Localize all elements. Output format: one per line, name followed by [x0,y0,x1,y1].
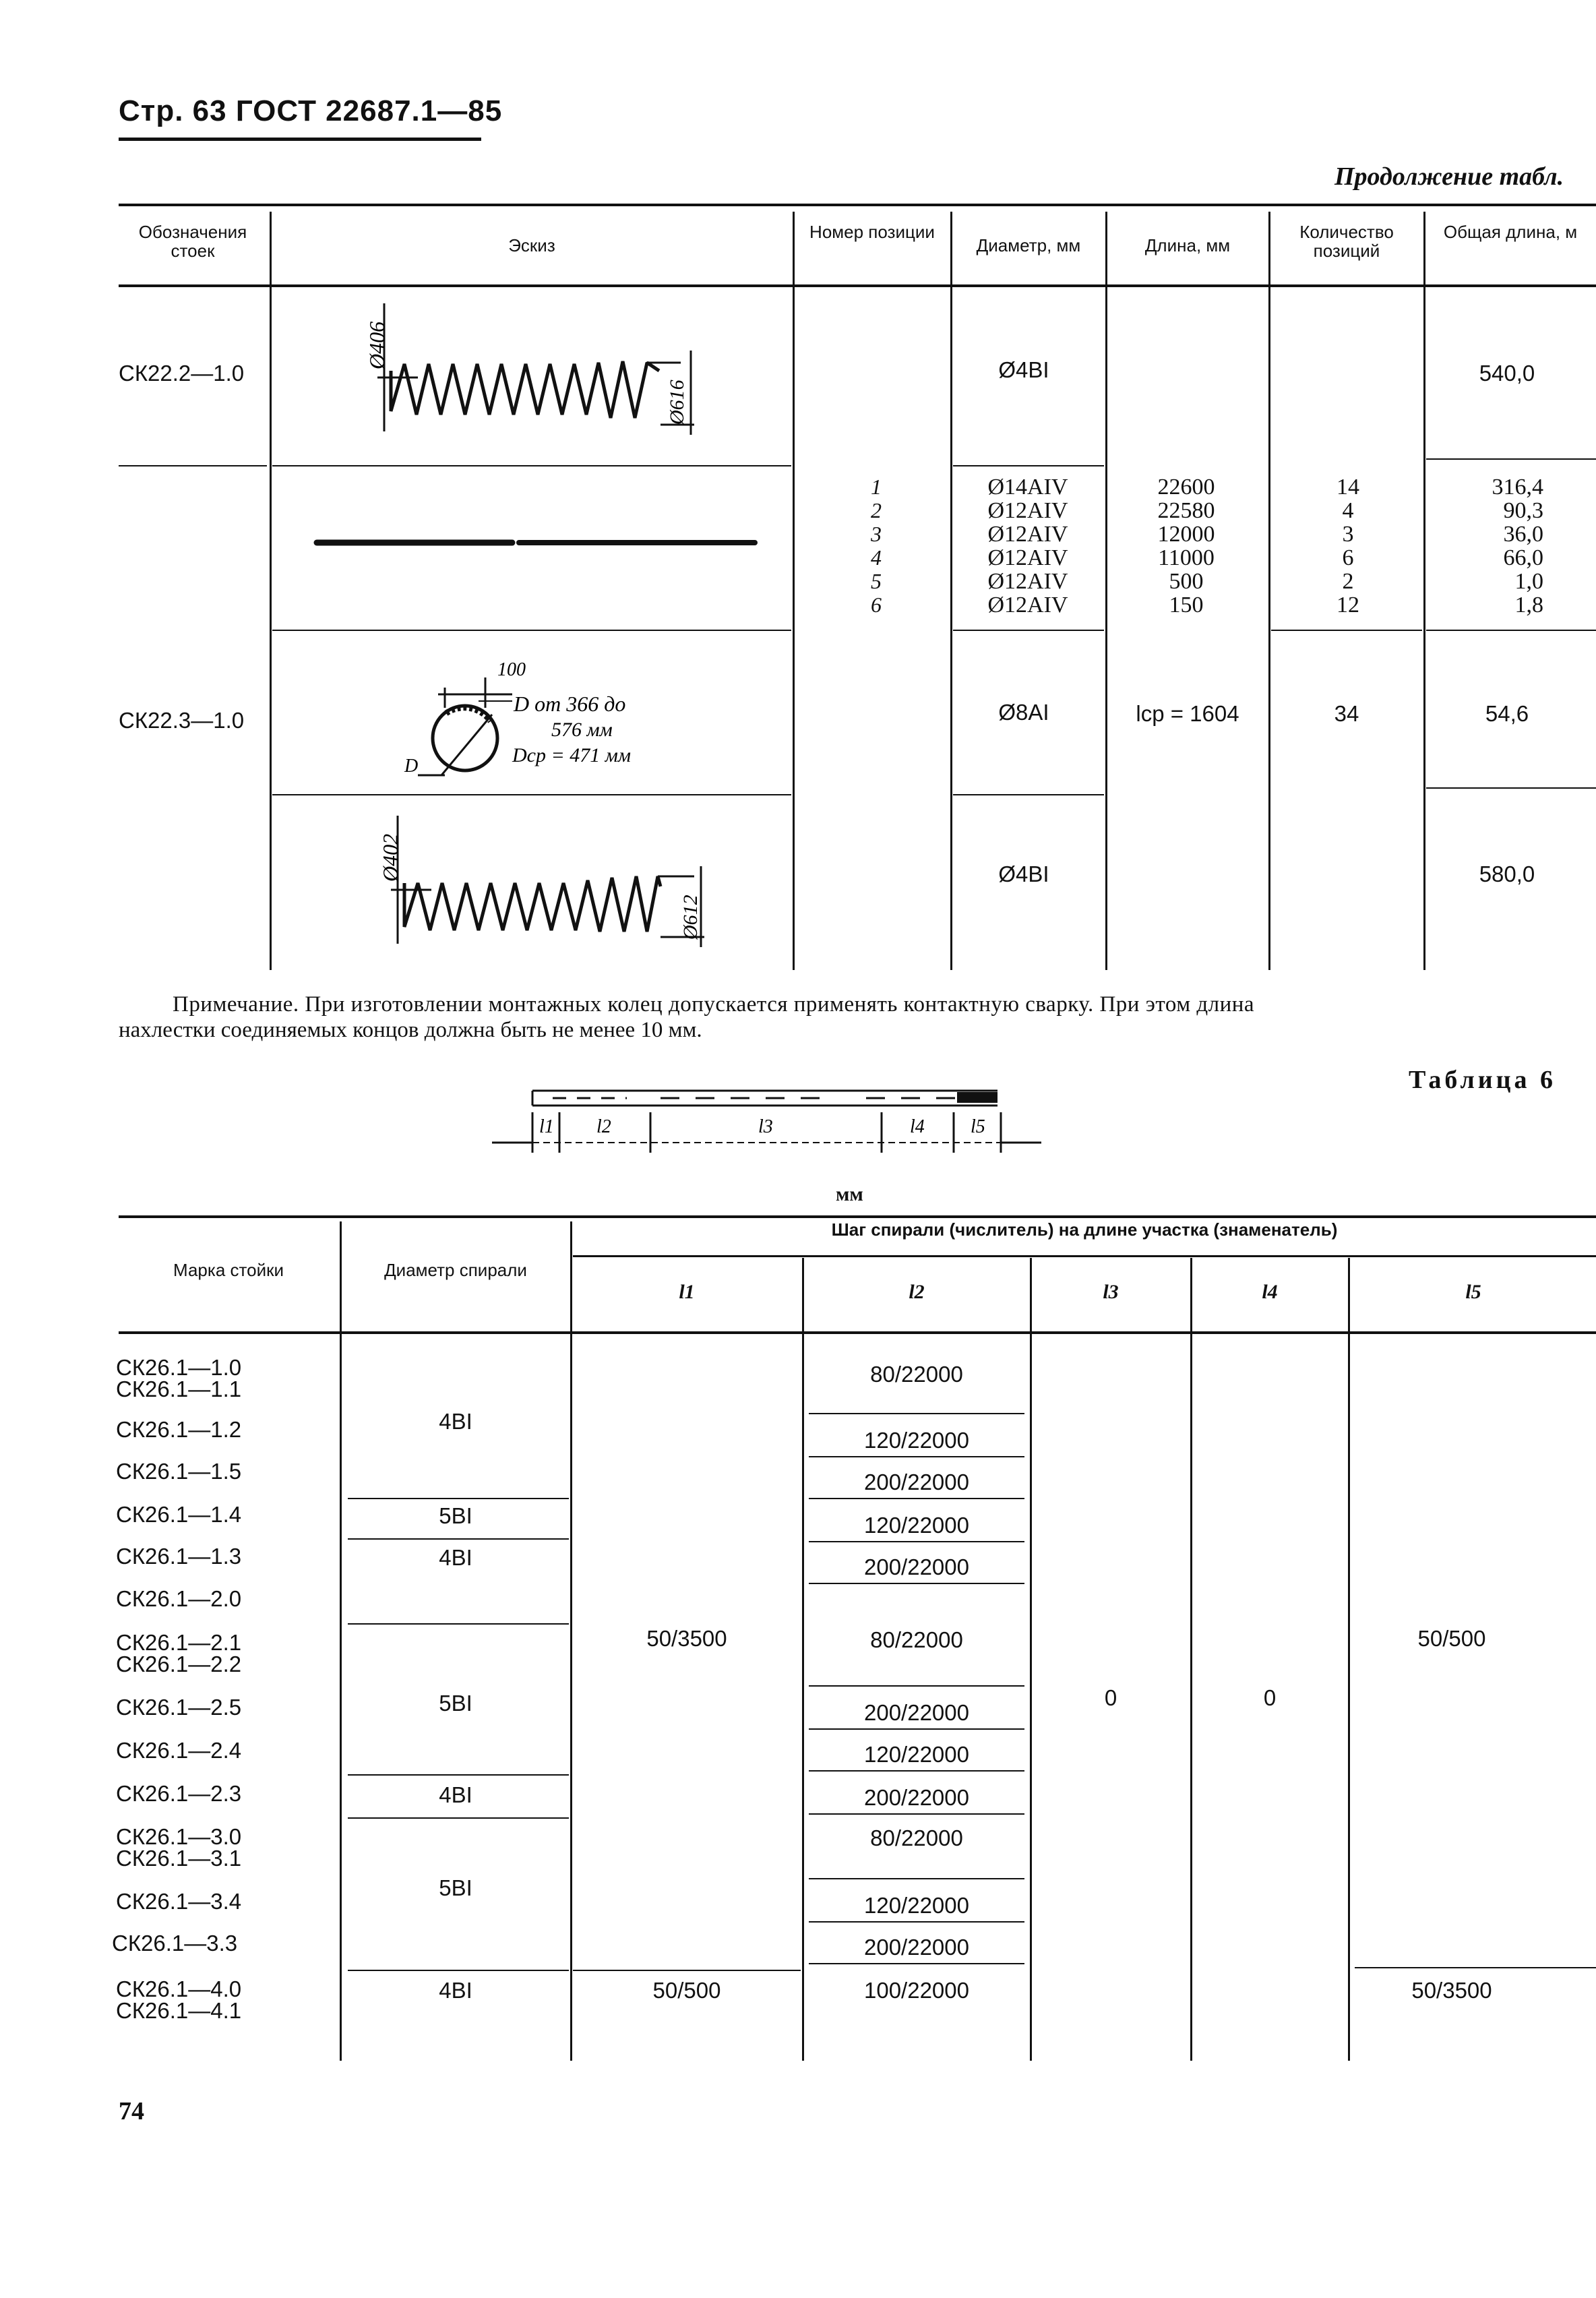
spiral-diameter-cell: 5BI [439,1691,472,1716]
l2-cell: 120/22000 [864,1893,969,1918]
cell-rule [348,1498,569,1499]
spring-sketch-2 [364,809,728,957]
table2-vline [802,1258,804,2061]
table2-top-rule [119,1215,1596,1218]
cell-rule [809,1685,1024,1687]
table-row-mark: СК26.1—3.1 [116,1846,242,1871]
table-row-mark: СК26.1—1.4 [116,1502,242,1527]
table-row-mark: СК26.1—1.3 [116,1544,242,1569]
col-header-diameter: Диаметр, мм [976,235,1081,255]
spiral-diameter-cell: 4BI [439,1545,472,1570]
row-separator [953,465,1104,466]
cell-rule [348,1817,569,1819]
col-header-total: Общая длина, м [1443,222,1578,242]
table1-top-rule [119,204,1596,206]
segment-label: l1 [539,1116,554,1137]
row-separator [272,794,791,795]
spiral-diameter-cell: 5BI [439,1875,472,1900]
mark-label: СК22.3—1.0 [119,708,245,733]
table2-vline [1030,1258,1032,2061]
spiral-diameter-cell: 4BI [439,1409,472,1434]
list-item: 150 [1169,593,1204,617]
col-header-step: Шаг спирали (числитель) на длине участка (знаменатель) [831,1219,1338,1240]
note-line-2: нахлестки соединяемых концов должна быть не менее 10 мм. [119,1018,702,1042]
table2-vline [1190,1258,1192,2061]
list-item: 1,0 [1514,569,1543,594]
segment-label: l2 [596,1116,611,1137]
l5-cell: 50/500 [1417,1626,1486,1651]
l2-cell: 100/22000 [864,1978,969,2003]
list-item: 11000 [1158,545,1215,570]
cell-rule [809,1921,1024,1923]
row-separator [272,630,791,631]
table-row-mark: СК26.1—3.3 [112,1931,238,1956]
diameter-cell: Ø4BI [998,861,1049,886]
table1-vline [1105,212,1107,970]
list-item: 2 [871,498,882,522]
cell-rule [809,1963,1024,1964]
list-item: 12 [1337,593,1359,617]
cell-rule [573,1970,801,1971]
cell-rule [809,1770,1024,1772]
list-item: 22580 [1157,498,1215,523]
cell-rule [348,1774,569,1776]
table-row-mark: СК26.1—3.0 [116,1824,242,1849]
sketch-dim-label: Ø406 [365,321,389,369]
count-cell: 34 [1334,701,1359,726]
col-header-sketch: Эскиз [508,235,555,255]
l2-cell: 120/22000 [864,1513,969,1538]
table-row-mark: СК26.1—2.0 [116,1586,242,1611]
l2-cell: 200/22000 [864,1785,969,1810]
list-item: Ø12AIV [987,569,1068,594]
list-item: 3 [1342,522,1354,547]
total-list [1449,475,1543,617]
row-separator [272,465,791,466]
l2-cell: 200/22000 [864,1700,969,1725]
list-item: 90,3 [1503,498,1543,523]
length-cell: lср = 1604 [1136,701,1239,726]
list-item: 22600 [1157,475,1215,500]
table1-vline [270,212,272,970]
table-row-mark: СК26.1—4.1 [116,1998,242,2023]
table1-vline [1423,212,1425,970]
sketch-dim-label: 576 мм [551,719,613,741]
list-item: 500 [1169,569,1204,594]
list-item: 6 [871,593,882,617]
table-row-mark: СК26.1—1.2 [116,1417,242,1442]
sketch-dim-label: 100 [497,659,526,680]
table1-vline [1268,212,1270,970]
row-separator [953,794,1104,795]
cell-rule [809,1583,1024,1584]
list-item: 4 [1342,498,1354,523]
list-item: 3 [871,522,882,546]
list-item: 5 [871,569,882,593]
segment-label: l5 [971,1116,985,1137]
list-item: 36,0 [1503,522,1543,547]
col-header-length: Длина, мм [1144,235,1231,255]
l1-cell: 50/3500 [646,1626,727,1651]
row-separator [953,630,1104,631]
list-item: Ø12AIV [987,545,1068,570]
col-header-count: Количество позиций [1299,222,1394,261]
l4-cell: 0 [1263,1685,1277,1710]
l2-cell: 200/22000 [864,1935,969,1960]
l1-cell: 50/500 [652,1978,721,2003]
sub-col-l2: l2 [909,1281,925,1303]
unit-label: мм [836,1183,863,1205]
row-separator [1271,630,1422,631]
list-item: 6 [1342,545,1354,570]
diameter-cell: Ø8AI [998,700,1049,725]
list-item: 12000 [1157,522,1215,547]
page-number: 74 [119,2097,144,2125]
l2-cell: 120/22000 [864,1428,969,1453]
table-row-mark: СК26.1—1.5 [116,1459,242,1484]
table-title: Таблица 6 [1409,1066,1557,1094]
segment-label: l4 [910,1116,925,1137]
mark-label: СК22.2—1.0 [119,361,245,386]
segment-label: l3 [758,1116,773,1137]
sketch-dim-label: D от 366 до [514,692,626,716]
segment-diagram [492,1085,1072,1159]
list-item: 4 [871,545,882,570]
cell-rule [809,1413,1024,1414]
spiral-diameter-cell: 4BI [439,1782,472,1807]
table-row-mark: СК26.1—2.2 [116,1652,242,1676]
count-list [1274,475,1422,617]
col-header-position: Номер позиции [809,222,935,242]
cell-rule [809,1728,1024,1730]
list-item: 2 [1342,569,1354,594]
table1-vline [950,212,952,970]
table-continuation-caption: Продолжение табл. [1334,162,1564,191]
ring-sketch [404,661,687,789]
spiral-diameter-cell: 4BI [439,1978,472,2003]
l2-cell: 80/22000 [870,1362,963,1387]
total-cell: 580,0 [1479,861,1535,886]
table2-rule [573,1255,1596,1257]
list-item: 316,4 [1492,475,1543,500]
row-separator [1426,787,1596,789]
l5-cell: 50/3500 [1411,1978,1492,2003]
cell-rule [809,1813,1024,1815]
sub-col-l1: l1 [679,1281,695,1303]
table-row-mark: СК26.1—1.0 [116,1355,242,1380]
length-list [1112,475,1260,617]
total-cell: 540,0 [1479,361,1535,386]
bar-sketch [317,536,762,549]
l2-cell: 80/22000 [870,1627,963,1652]
cell-rule [809,1498,1024,1499]
cell-rule [809,1878,1024,1879]
list-item: Ø14AIV [987,475,1068,500]
table-row-mark: СК26.1—1.1 [116,1377,242,1401]
table2-vline [1348,1258,1350,2061]
cell-rule [348,1538,569,1540]
sub-col-l5: l5 [1465,1281,1481,1303]
col-header-marks: Обозначения стоек [138,222,247,261]
cell-rule [1355,1967,1596,1968]
table2-vline [570,1221,572,2061]
l2-cell: 80/22000 [870,1825,963,1850]
list-item: 14 [1337,475,1359,500]
sub-col-l4: l4 [1262,1281,1278,1303]
list-item: Ø12AIV [987,593,1068,617]
l2-cell: 200/22000 [864,1554,969,1579]
row-separator [1426,630,1596,631]
table1-vline [793,212,795,970]
list-item: Ø12AIV [987,522,1068,547]
list-item: 66,0 [1503,545,1543,570]
table-row-mark: СК26.1—2.1 [116,1630,242,1655]
table2-vline [340,1221,342,2061]
spring-sketch-1 [364,297,728,445]
cell-rule [348,1970,569,1971]
sketch-dim-label: Ø612 [679,895,702,940]
row-separator [1426,458,1596,460]
sketch-dim-label: Dср = 471 мм [512,744,632,766]
header-underline [119,138,481,141]
diameter-list [957,475,1099,617]
sub-col-l3: l3 [1103,1281,1119,1303]
table-row-mark: СК26.1—2.4 [116,1738,242,1763]
sketch-dim-label: Ø616 [666,380,688,425]
cell-rule [809,1456,1024,1457]
table-row-mark: СК26.1—4.0 [116,1976,242,2001]
note-line-1: Примечание. При изготовлении монтажных колец допускается применять контактную сварку. При этом длина [173,992,1255,1017]
table-row-mark: СК26.1—2.3 [116,1781,242,1806]
total-cell: 54,6 [1485,701,1529,726]
table1-header-rule [119,284,1596,287]
list-item: 1 [871,475,882,499]
diameter-cell: Ø4BI [998,357,1049,382]
col-header-spiral-diameter: Диаметр спирали [384,1260,527,1280]
position-list [849,475,903,617]
l2-cell: 200/22000 [864,1470,969,1494]
cell-rule [348,1623,569,1625]
col-header-mark: Марка стойки [173,1260,284,1280]
list-item: Ø12AIV [987,498,1068,523]
l2-cell: 120/22000 [864,1742,969,1767]
list-item: 1,8 [1514,593,1543,617]
page-header: Стр. 63 ГОСТ 22687.1—85 [119,94,503,127]
row-separator [119,465,267,466]
table-row-mark: СК26.1—2.5 [116,1695,242,1720]
cell-rule [809,1541,1024,1542]
l3-cell: 0 [1104,1685,1117,1710]
spiral-diameter-cell: 5BI [439,1503,472,1528]
sketch-dim-label: Ø402 [378,833,402,882]
table-row-mark: СК26.1—3.4 [116,1889,242,1914]
sketch-dim-label: D [404,756,419,777]
